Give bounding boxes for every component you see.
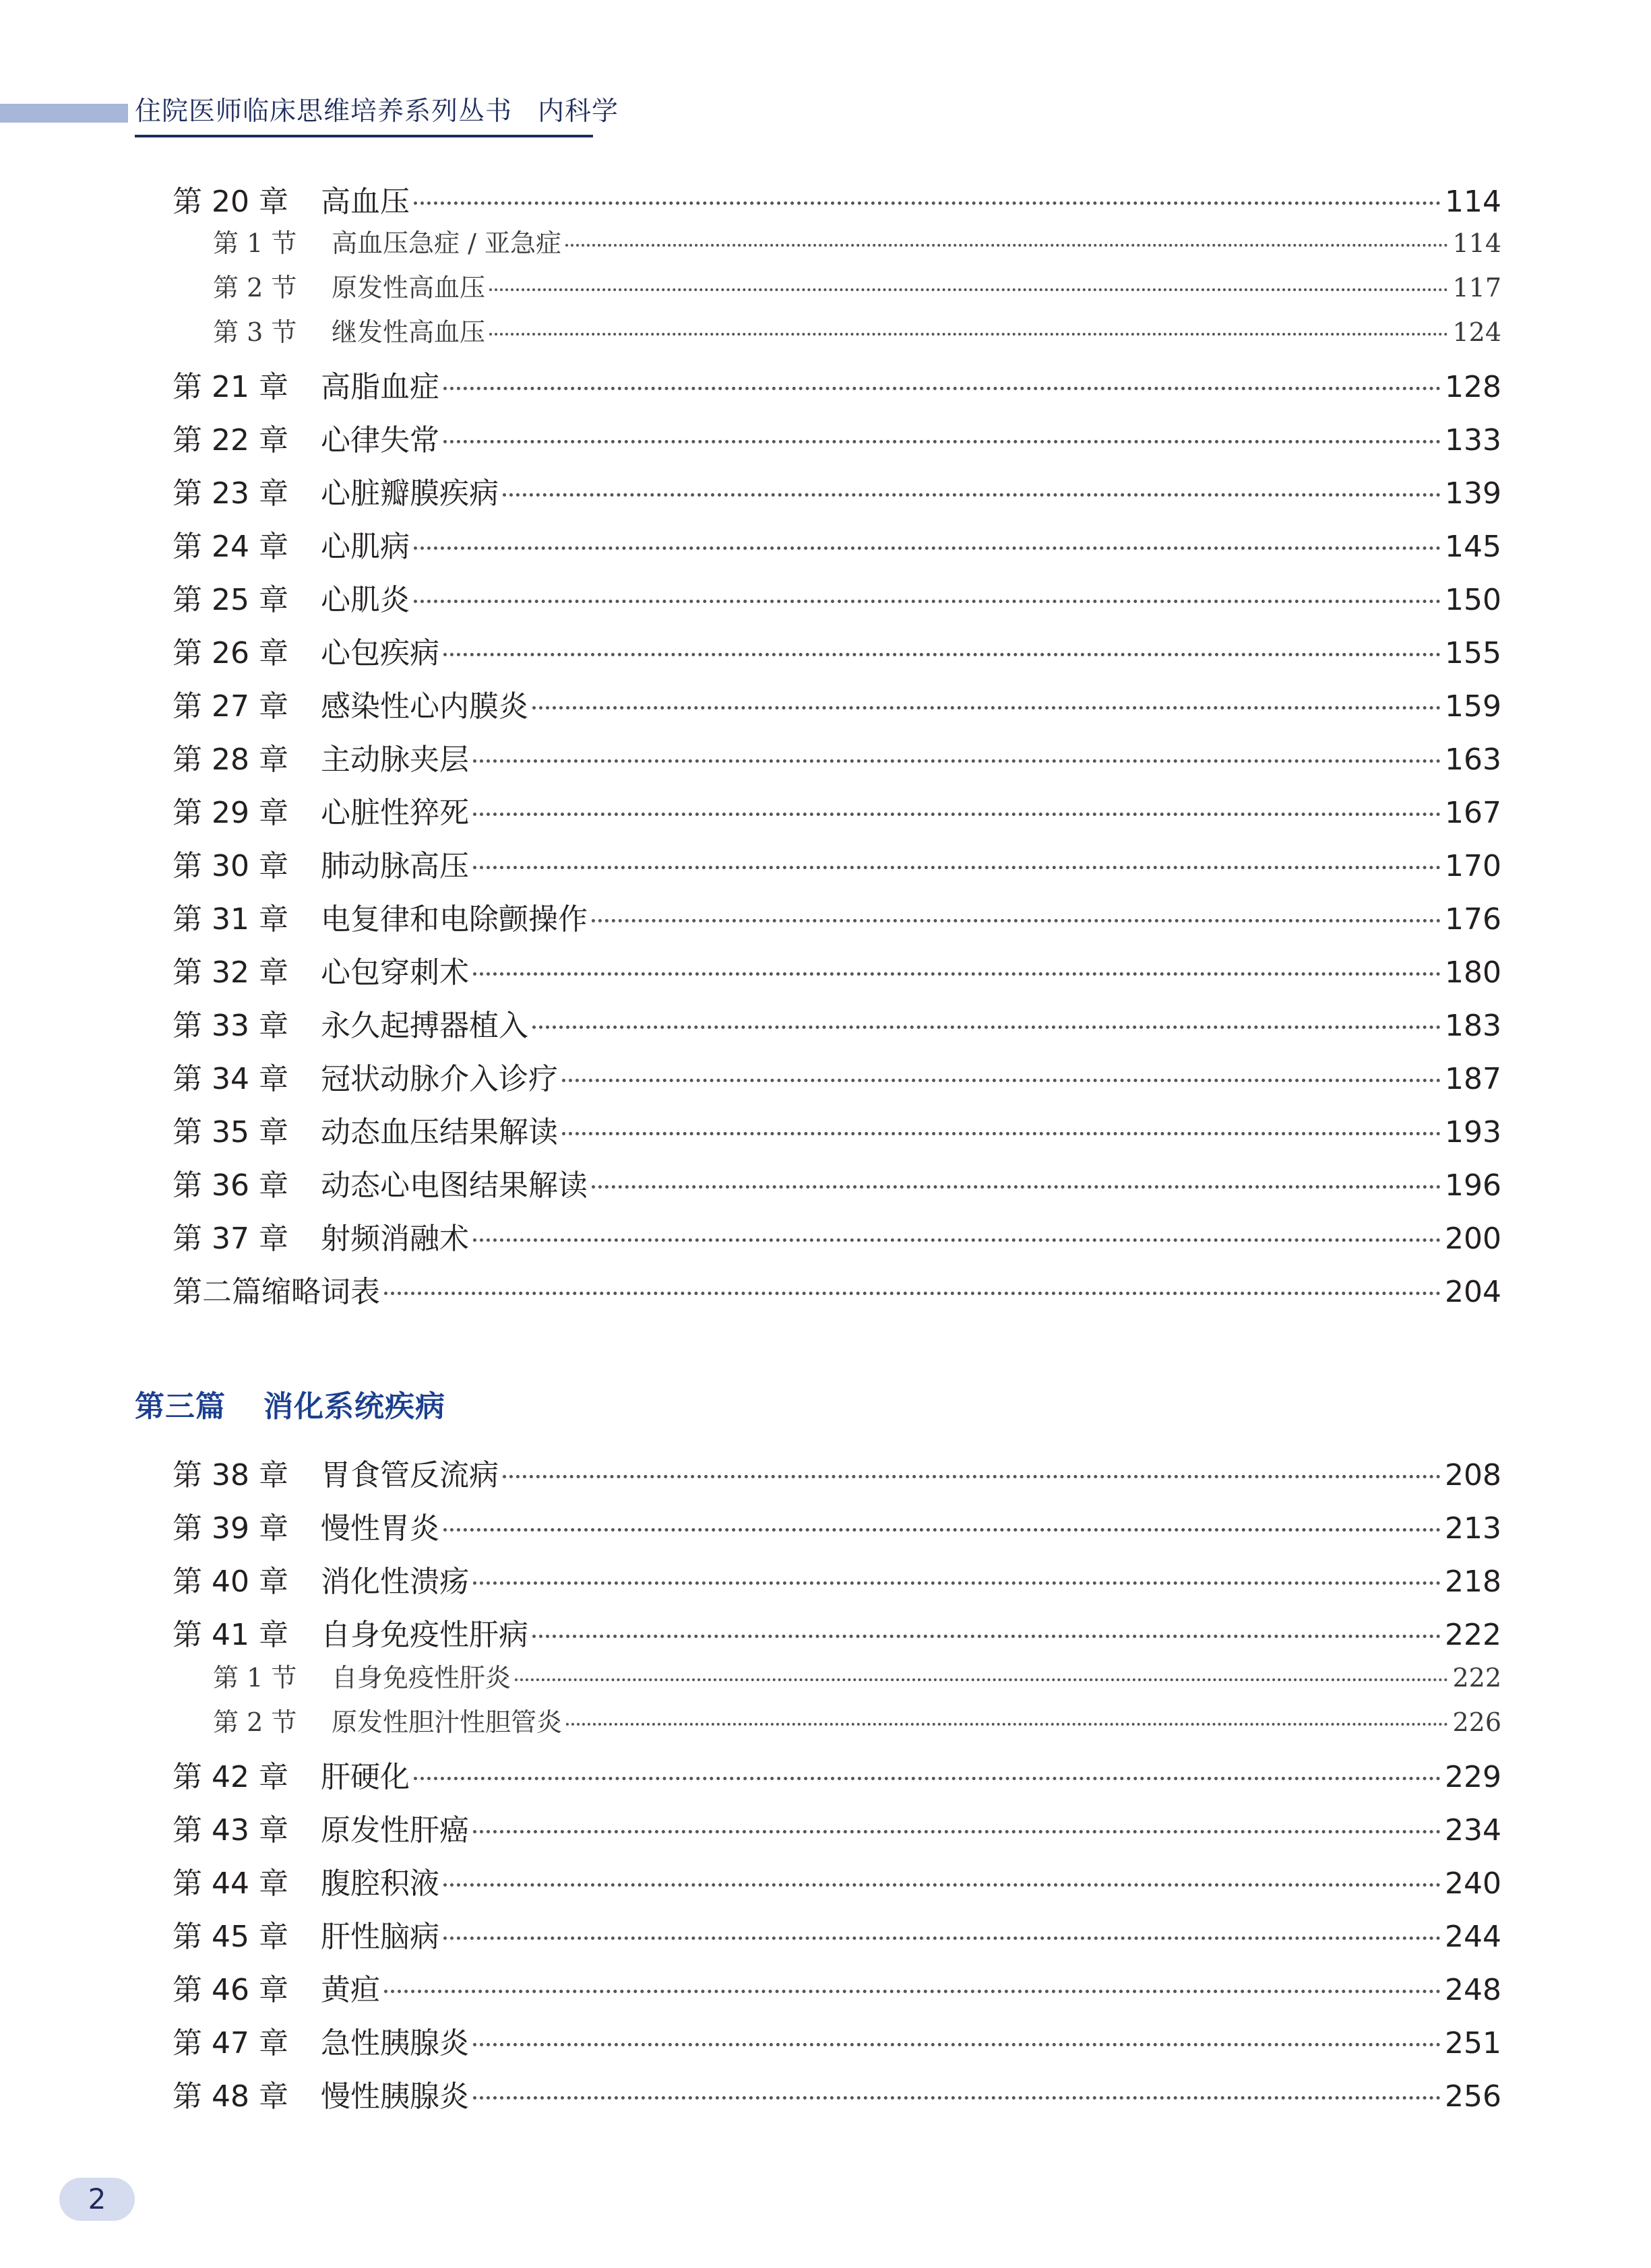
chapter-number: 第 38 章 xyxy=(173,1458,288,1492)
dot-leader xyxy=(443,653,1441,656)
chapter-number: 第 30 章 xyxy=(173,849,288,883)
chapter-title: 永久起搏器植入 xyxy=(321,1009,528,1043)
chapter-number: 第 25 章 xyxy=(173,583,288,617)
chapter-title: 高脂血症 xyxy=(321,370,439,404)
chapter-number: 第 23 章 xyxy=(173,476,288,511)
chapter-title: 腹腔积液 xyxy=(321,1866,439,1901)
chapter-number: 第 20 章 xyxy=(173,185,288,219)
page-reference: 251 xyxy=(1445,2026,1501,2060)
chapter-number: 第 43 章 xyxy=(173,1813,288,1848)
part-title: 消化系统疾病 xyxy=(263,1389,445,1424)
chapter-title: 高血压 xyxy=(321,185,410,219)
header-accent-bar xyxy=(0,104,128,123)
toc-chapter-entry[interactable] xyxy=(173,633,1501,674)
dot-leader xyxy=(489,288,1448,291)
chapter-number: 第 37 章 xyxy=(173,1222,288,1256)
toc-chapter-entry[interactable] xyxy=(173,2023,1501,2064)
toc-section-entry[interactable] xyxy=(213,225,1501,261)
toc-section-entry[interactable] xyxy=(213,1660,1501,1696)
page-reference: 222 xyxy=(1445,1618,1501,1652)
page-reference: 139 xyxy=(1445,476,1501,511)
dot-leader xyxy=(414,546,1441,550)
page-reference: 204 xyxy=(1445,1275,1501,1309)
page-reference: 183 xyxy=(1445,1009,1501,1043)
page-reference: 176 xyxy=(1445,902,1501,937)
page-reference: 256 xyxy=(1445,2079,1501,2114)
page-reference: 124 xyxy=(1452,317,1501,347)
chapter-title: 黄疸 xyxy=(321,1973,380,2007)
page-reference: 222 xyxy=(1452,1663,1501,1693)
section-title: 原发性胆汁性胆管炎 xyxy=(332,1707,563,1737)
chapter-number: 第 21 章 xyxy=(173,370,288,404)
toc-chapter-entry[interactable] xyxy=(173,182,1501,222)
toc-chapter-entry[interactable] xyxy=(173,2077,1501,2117)
chapter-title: 电复律和电除颤操作 xyxy=(321,902,588,937)
chapter-number: 第 45 章 xyxy=(173,1920,288,1954)
dot-leader xyxy=(532,1635,1441,1638)
chapter-title: 心脏瓣膜疾病 xyxy=(321,476,499,511)
section-number: 第 2 节 xyxy=(213,273,297,303)
dot-leader xyxy=(532,1026,1441,1029)
chapter-title: 第二篇缩略词表 xyxy=(173,1275,380,1309)
chapter-number: 第 24 章 xyxy=(173,530,288,564)
dot-leader xyxy=(489,333,1448,336)
toc-chapter-entry[interactable] xyxy=(173,953,1501,993)
dot-leader xyxy=(592,1185,1441,1189)
dot-leader xyxy=(473,1830,1441,1833)
chapter-title: 慢性胰腺炎 xyxy=(321,2079,469,2114)
toc-chapter-entry[interactable] xyxy=(173,1006,1501,1046)
chapter-number: 第 48 章 xyxy=(173,2079,288,2114)
page-reference: 167 xyxy=(1445,796,1501,830)
running-header xyxy=(135,96,619,128)
toc-chapter-entry[interactable] xyxy=(173,1615,1501,1656)
toc-chapter-entry[interactable] xyxy=(173,1917,1501,1957)
chapter-title: 肝硬化 xyxy=(321,1760,410,1794)
chapter-number: 第 46 章 xyxy=(173,1973,288,2007)
dot-leader xyxy=(443,1936,1441,1940)
toc-chapter-entry[interactable] xyxy=(173,1272,1501,1313)
dot-leader xyxy=(473,1581,1441,1585)
chapter-number: 第 29 章 xyxy=(173,796,288,830)
chapter-title: 急性胰腺炎 xyxy=(321,2026,469,2060)
section-number: 第 2 节 xyxy=(213,1707,297,1737)
page-reference: 226 xyxy=(1452,1707,1501,1737)
chapter-title: 动态血压结果解读 xyxy=(321,1115,558,1149)
toc-section-entry[interactable] xyxy=(213,1704,1501,1740)
section-number: 第 1 节 xyxy=(213,228,297,258)
page-reference: 114 xyxy=(1452,228,1501,258)
toc-chapter-entry[interactable] xyxy=(173,1562,1501,1602)
part-heading xyxy=(135,1387,445,1427)
toc-chapter-entry[interactable] xyxy=(173,1810,1501,1851)
toc-chapter-entry[interactable] xyxy=(173,687,1501,727)
chapter-title: 消化性溃疡 xyxy=(321,1565,469,1599)
dot-leader xyxy=(566,1723,1448,1726)
chapter-number: 第 47 章 xyxy=(173,2026,288,2060)
page-reference: 193 xyxy=(1445,1115,1501,1149)
page-reference: 213 xyxy=(1445,1511,1501,1546)
series-title: 住院医师临床思维培养系列丛书 xyxy=(135,96,513,127)
chapter-title: 心律失常 xyxy=(321,423,439,458)
toc-chapter-entry[interactable] xyxy=(173,1059,1501,1100)
chapter-title: 肝性脑病 xyxy=(321,1920,439,1954)
chapter-title: 心包穿刺术 xyxy=(321,955,469,990)
page-reference: 234 xyxy=(1445,1813,1501,1848)
page-reference: 218 xyxy=(1445,1565,1501,1599)
dot-leader xyxy=(473,1238,1441,1242)
chapter-number: 第 34 章 xyxy=(173,1062,288,1096)
dot-leader xyxy=(473,2096,1441,2100)
dot-leader xyxy=(443,1528,1441,1532)
toc-chapter-entry[interactable] xyxy=(173,846,1501,887)
section-number: 第 1 节 xyxy=(213,1663,297,1693)
toc-chapter-entry[interactable] xyxy=(173,900,1501,940)
chapter-number: 第 40 章 xyxy=(173,1565,288,1599)
section-title: 自身免疫性肝炎 xyxy=(332,1663,511,1693)
page-reference: 159 xyxy=(1445,689,1501,724)
toc-section-entry[interactable] xyxy=(213,270,1501,306)
section-title: 继发性高血压 xyxy=(332,317,486,347)
dot-leader xyxy=(384,1292,1441,1295)
page-number-badge: 2 xyxy=(59,2178,135,2221)
dot-leader xyxy=(503,1475,1441,1478)
page-reference: 200 xyxy=(1445,1222,1501,1256)
toc-chapter-entry[interactable] xyxy=(173,420,1501,461)
chapter-number: 第 42 章 xyxy=(173,1760,288,1794)
toc-chapter-entry[interactable] xyxy=(173,1455,1501,1496)
dot-leader xyxy=(473,866,1441,869)
toc-chapter-entry[interactable] xyxy=(173,1970,1501,2011)
page-reference: 155 xyxy=(1445,636,1501,670)
toc-chapter-entry[interactable] xyxy=(173,1219,1501,1259)
page-reference: 133 xyxy=(1445,423,1501,458)
page-reference: 145 xyxy=(1445,530,1501,564)
page-reference: 163 xyxy=(1445,743,1501,777)
dot-leader xyxy=(565,244,1449,247)
chapter-title: 肺动脉高压 xyxy=(321,849,469,883)
toc-chapter-entry[interactable] xyxy=(173,793,1501,833)
chapter-number: 第 35 章 xyxy=(173,1115,288,1149)
chapter-title: 原发性肝癌 xyxy=(321,1813,469,1848)
dot-leader xyxy=(443,440,1441,443)
chapter-number: 第 27 章 xyxy=(173,689,288,724)
section-number: 第 3 节 xyxy=(213,317,297,347)
toc-chapter-entry[interactable] xyxy=(173,367,1501,408)
toc-chapter-entry[interactable] xyxy=(173,1509,1501,1549)
toc-section-entry[interactable] xyxy=(213,314,1501,350)
page-reference: 114 xyxy=(1445,185,1501,219)
section-title: 高血压急症 / 亚急症 xyxy=(332,228,561,258)
chapter-title: 慢性胃炎 xyxy=(321,1511,439,1546)
dot-leader xyxy=(414,201,1441,205)
chapter-number: 第 28 章 xyxy=(173,743,288,777)
page-reference: 180 xyxy=(1445,955,1501,990)
dot-leader xyxy=(562,1132,1441,1135)
chapter-number: 第 36 章 xyxy=(173,1168,288,1203)
dot-leader xyxy=(562,1079,1441,1082)
chapter-title: 冠状动脉介入诊疗 xyxy=(321,1062,558,1096)
dot-leader xyxy=(503,493,1441,497)
chapter-title: 胃食管反流病 xyxy=(321,1458,499,1492)
dot-leader xyxy=(473,972,1441,976)
dot-leader xyxy=(443,1883,1441,1887)
dot-leader xyxy=(443,387,1441,390)
chapter-title: 心肌病 xyxy=(321,530,410,564)
page-reference: 248 xyxy=(1445,1973,1501,2007)
chapter-title: 感染性心内膜炎 xyxy=(321,689,528,724)
toc-chapter-entry[interactable] xyxy=(173,580,1501,621)
page-reference: 170 xyxy=(1445,849,1501,883)
chapter-title: 心肌炎 xyxy=(321,583,410,617)
page-reference: 196 xyxy=(1445,1168,1501,1203)
toc-chapter-entry[interactable] xyxy=(173,740,1501,780)
page-reference: 187 xyxy=(1445,1062,1501,1096)
toc-chapter-entry[interactable] xyxy=(173,1112,1501,1153)
chapter-number: 第 31 章 xyxy=(173,902,288,937)
chapter-number: 第 39 章 xyxy=(173,1511,288,1546)
page-reference: 208 xyxy=(1445,1458,1501,1492)
dot-leader xyxy=(515,1678,1448,1681)
chapter-title: 自身免疫性肝病 xyxy=(321,1618,528,1652)
dot-leader xyxy=(414,600,1441,603)
part-number: 第三篇 xyxy=(135,1389,226,1424)
page-reference: 229 xyxy=(1445,1760,1501,1794)
dot-leader xyxy=(473,813,1441,816)
dot-leader xyxy=(592,919,1441,922)
chapter-number: 第 22 章 xyxy=(173,423,288,458)
toc-chapter-entry[interactable] xyxy=(173,474,1501,514)
page-reference: 240 xyxy=(1445,1866,1501,1901)
dot-leader xyxy=(473,759,1441,763)
toc-chapter-entry[interactable] xyxy=(173,527,1501,567)
page-reference: 128 xyxy=(1445,370,1501,404)
toc-chapter-entry[interactable] xyxy=(173,1864,1501,1904)
dot-leader xyxy=(384,1990,1441,1993)
dot-leader xyxy=(414,1777,1441,1780)
page-reference: 117 xyxy=(1452,273,1501,303)
chapter-number: 第 32 章 xyxy=(173,955,288,990)
chapter-title: 动态心电图结果解读 xyxy=(321,1168,588,1203)
page-reference: 150 xyxy=(1445,583,1501,617)
chapter-number: 第 44 章 xyxy=(173,1866,288,1901)
section-title: 原发性高血压 xyxy=(332,273,486,303)
chapter-number: 第 41 章 xyxy=(173,1618,288,1652)
chapter-title: 心脏性猝死 xyxy=(321,796,469,830)
toc-chapter-entry[interactable] xyxy=(173,1166,1501,1206)
chapter-title: 心包疾病 xyxy=(321,636,439,670)
header-underline xyxy=(135,135,593,137)
page-reference: 244 xyxy=(1445,1920,1501,1954)
dot-leader xyxy=(473,2043,1441,2046)
dot-leader xyxy=(532,706,1441,710)
chapter-title: 主动脉夹层 xyxy=(321,743,469,777)
subject-title: 内科学 xyxy=(538,96,619,127)
toc-chapter-entry[interactable] xyxy=(173,1757,1501,1798)
chapter-number: 第 33 章 xyxy=(173,1009,288,1043)
chapter-title: 射频消融术 xyxy=(321,1222,469,1256)
chapter-number: 第 26 章 xyxy=(173,636,288,670)
